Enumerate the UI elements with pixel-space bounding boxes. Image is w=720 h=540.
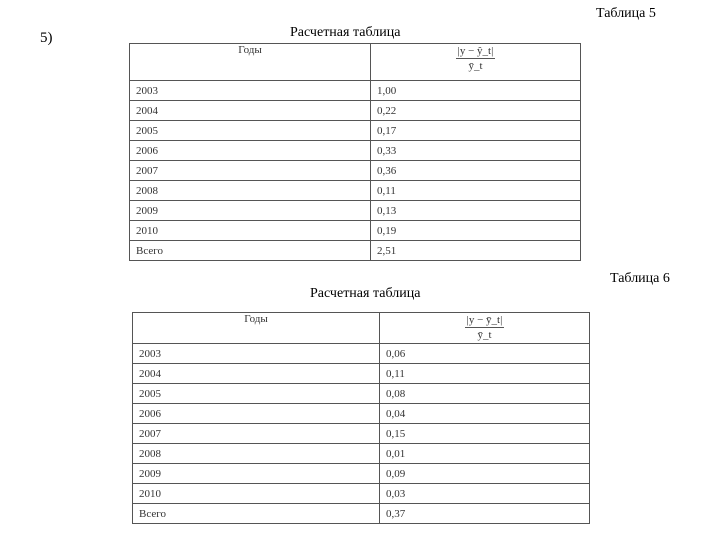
table6-body [133,344,590,524]
value-cell: 0,09 [380,464,590,484]
year-cell: 2005 [133,384,380,404]
table-row [130,161,581,181]
table5-formula-denominator: ȳ_t [468,60,483,72]
year-cell: 2005 [130,121,371,141]
year-cell: 2010 [130,221,371,241]
value-cell: 0,03 [380,484,590,504]
table-row [133,464,590,484]
year-cell: 2004 [130,101,371,121]
year-cell: Всего [133,504,380,524]
value-cell: 0,36 [371,161,581,181]
table6-formula-denominator: ȳ_t [477,329,492,341]
value-cell: 0,06 [380,344,590,364]
table-row [133,404,590,424]
value-cell: 0,04 [380,404,590,424]
value-cell: 0,11 [380,364,590,384]
value-cell: 0,13 [371,201,581,221]
value-cell: 0,33 [371,141,581,161]
table-row [133,384,590,404]
year-cell: 2003 [133,344,380,364]
table5-header-years: Годы [130,44,371,81]
table6-title: Расчетная таблица [310,286,421,301]
table6 [132,312,590,524]
table5-header-row [130,44,581,81]
table-row [130,221,581,241]
table-row [130,201,581,221]
value-cell: 2,51 [371,241,581,261]
year-cell: 2004 [133,364,380,384]
value-cell: 0,11 [371,181,581,201]
table6-caption: Таблица 6 [610,271,670,286]
table6-header-formula [380,313,590,344]
table-row [130,81,581,101]
table6-formula-numerator: |y − ȳ_t| [466,314,503,326]
year-cell: 2007 [133,424,380,444]
table-row [130,241,581,261]
value-cell: 0,01 [380,444,590,464]
table5-caption: Таблица 5 [596,6,656,21]
year-cell: 2008 [133,444,380,464]
table-row [133,504,590,524]
table-row [130,181,581,201]
year-cell: 2006 [130,141,371,161]
value-cell: 0,19 [371,221,581,241]
year-cell: 2008 [130,181,371,201]
table-row [133,344,590,364]
table5-header-formula [371,44,581,81]
slide-number-label: 5) [40,30,53,46]
year-cell: 2003 [130,81,371,101]
table-row [133,424,590,444]
table-row [133,484,590,504]
year-cell: 2007 [130,161,371,181]
year-cell: 2009 [130,201,371,221]
table6-header-row [133,313,590,344]
value-cell: 0,22 [371,101,581,121]
table-row [133,444,590,464]
table-row [130,141,581,161]
table6-header-years: Годы [133,313,380,344]
value-cell: 0,08 [380,384,590,404]
value-cell: 1,00 [371,81,581,101]
table5-body [130,81,581,261]
table5-title: Расчетная таблица [290,25,401,40]
table-row [130,121,581,141]
table-row [130,101,581,121]
value-cell: 0,17 [371,121,581,141]
value-cell: 0,37 [380,504,590,524]
year-cell: 2009 [133,464,380,484]
year-cell: 2006 [133,404,380,424]
table5-formula-numerator: |y − ŷ_t| [457,45,494,57]
table5 [129,43,581,261]
table-row [133,364,590,384]
year-cell: Всего [130,241,371,261]
value-cell: 0,15 [380,424,590,444]
year-cell: 2010 [133,484,380,504]
